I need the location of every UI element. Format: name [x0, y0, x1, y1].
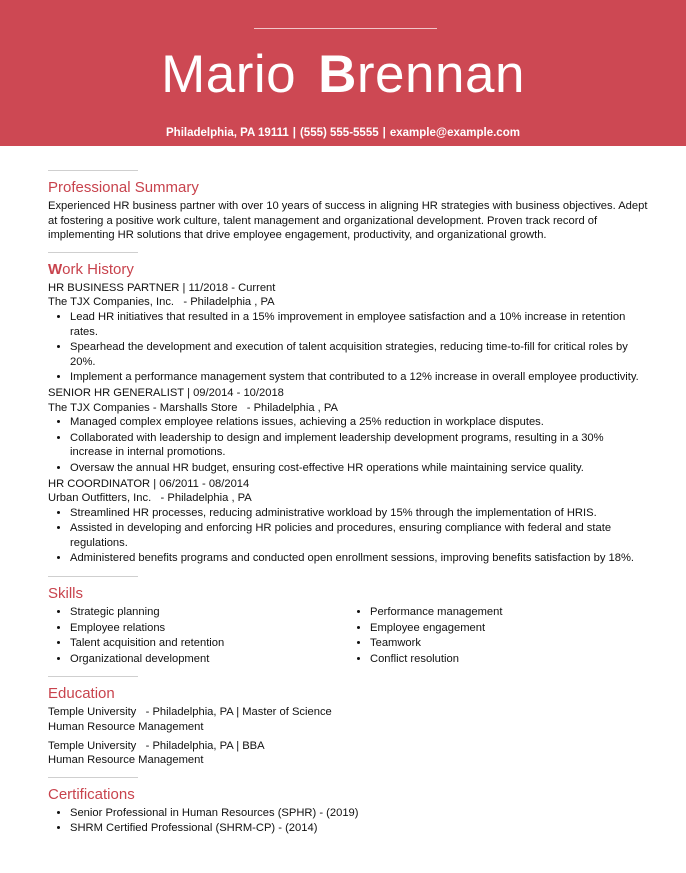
field-of-study: Human Resource Management — [48, 721, 204, 734]
job-company: The TJX Companies, Inc. — [48, 296, 175, 309]
job-location: - Philadelphia , PA — [183, 296, 275, 309]
list-item: • Lead HR initiatives that resulted in a 15% improvement in employee satisfaction and a 10% increase in retention rates. — [70, 310, 648, 339]
last-name-initial: B — [318, 45, 357, 104]
skill-item: • Performance management — [370, 605, 648, 620]
skill-item: • Teamwork — [370, 636, 648, 651]
job-entry — [48, 477, 648, 567]
certifications-heading: Certifications — [48, 785, 135, 803]
header-band — [0, 0, 686, 146]
list-item: • Collaborated with leadership to design and implement leadership development programs, resulting in a 30% increase in internal promotions. — [70, 431, 648, 460]
separator: | — [382, 127, 386, 139]
education-heading: Education — [48, 685, 115, 703]
first-name: Mario — [161, 45, 297, 104]
section-rule — [48, 676, 138, 677]
list-item: • Streamlined HR processes, reducing administrative workload by 15% through the implementation of HRIS. — [70, 506, 648, 521]
job-dates: | 11/2018 - Current — [182, 281, 276, 294]
skills-heading: Skills — [48, 585, 84, 603]
list-item: • Implement a performance management system that contributed to a 12% increase in overall employee productivity. — [70, 370, 648, 385]
last-name — [318, 45, 525, 104]
job-bullets — [48, 415, 648, 475]
school-name: Temple University — [48, 739, 137, 752]
address: Philadelphia, PA 19111 — [166, 127, 289, 139]
job-dates: | 06/2011 - 08/2014 — [153, 477, 250, 490]
job-bullets — [48, 506, 648, 566]
skill-item: • Employee relations — [70, 621, 348, 636]
certification-item: • SHRM Certified Professional (SHRM-CP) - (2014) — [70, 821, 648, 836]
contact-line — [0, 127, 686, 139]
skill-item: • Talent acquisition and retention — [70, 636, 348, 651]
list-item: • Oversaw the annual HR budget, ensuring cost-effective HR operations while maintaining service quality. — [70, 461, 648, 476]
job-location: - Philadelphia , PA — [246, 401, 338, 414]
job-location: - Philadelphia , PA — [160, 492, 252, 505]
section-rule — [48, 252, 138, 253]
list-item: • Spearhead the development and execution of talent acquisition strategies, reducing time-to-fill for critical roles by 20%. — [70, 340, 648, 369]
job-company: Urban Outfitters, Inc. — [48, 492, 152, 505]
job-dates: | 09/2014 - 10/2018 — [187, 386, 284, 399]
skill-item: • Strategic planning — [70, 605, 348, 620]
job-entry — [48, 281, 648, 385]
summary-heading: Professional Summary — [48, 179, 199, 196]
job-title: HR COORDINATOR — [48, 477, 151, 490]
work-heading: Work History — [48, 260, 134, 278]
job-title: SENIOR HR GENERALIST — [48, 386, 184, 399]
email: example@example.com — [389, 127, 520, 139]
candidate-name — [0, 44, 686, 106]
degree: | BBA — [236, 739, 265, 752]
list-item: • Assisted in developing and enforcing HR policies and procedures, ensuring compliance with federal and state regulations. — [70, 521, 648, 550]
certification-item: • Senior Professional in Human Resources (SPHR) - (2019) — [70, 806, 648, 821]
skills-column-left — [48, 605, 348, 667]
skill-item: • Organizational development — [70, 652, 348, 667]
skills-column-right — [348, 605, 648, 667]
separator: | — [292, 127, 296, 139]
phone: (555) 555-5555 — [299, 127, 379, 139]
job-entry — [48, 386, 648, 476]
school-location: - Philadelphia, PA — [145, 739, 234, 752]
last-name-rest: rennan — [356, 45, 525, 104]
list-item: • Managed complex employee relations issues, achieving a 25% reduction in workplace disputes. — [70, 415, 648, 430]
education-entry — [48, 705, 648, 734]
section-rule — [48, 777, 138, 778]
degree: | Master of Science — [236, 706, 332, 719]
skill-item: • Conflict resolution — [370, 652, 648, 667]
list-item: • Administered benefits programs and conducted open enrollment sessions, improving benefits satisfaction by 18%. — [70, 551, 648, 566]
education-entry — [48, 739, 648, 768]
section-rule — [48, 170, 138, 171]
field-of-study: Human Resource Management — [48, 754, 204, 767]
skill-item: • Employee engagement — [370, 621, 648, 636]
job-company: The TJX Companies - Marshalls Store — [48, 401, 238, 414]
skills-list — [48, 605, 648, 667]
header-divider — [254, 28, 437, 29]
certifications-list — [48, 806, 648, 836]
job-title: HR BUSINESS PARTNER — [48, 281, 180, 294]
summary-text: Experienced HR business partner with over 10 years of success in aligning HR strategies with business objectives. Adept at fostering a positive work culture, talent management and organizational development. Proven track record of implementing HR solutions that drive employee engagement, productivity, and organizational growth. — [48, 200, 648, 242]
school-name: Temple University — [48, 706, 137, 719]
school-location: - Philadelphia, PA — [145, 706, 234, 719]
section-rule — [48, 576, 138, 577]
job-bullets — [48, 310, 648, 385]
resume-body — [48, 170, 648, 837]
